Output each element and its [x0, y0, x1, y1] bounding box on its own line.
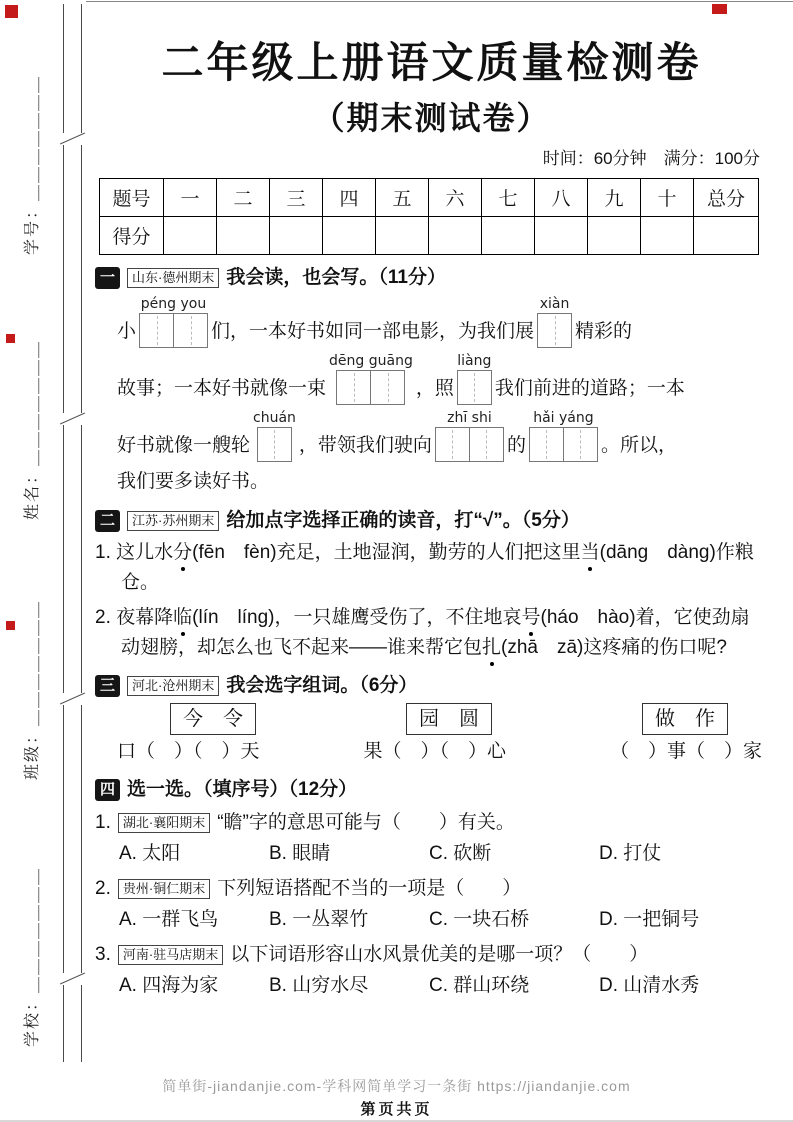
body-text: 精彩的 — [575, 321, 633, 342]
sidebar-field-class: 班级：＿＿＿＿＿＿＿ — [24, 599, 41, 780]
score-input-cell[interactable] — [217, 217, 270, 255]
exercise-line — [95, 295, 768, 348]
fill-segment: 口（ ）（ ）天 — [117, 741, 260, 762]
mcq-item — [95, 873, 768, 935]
question-line — [95, 939, 768, 970]
section3-header — [95, 673, 768, 699]
grid-cells — [457, 370, 492, 405]
watermark: 简单街-jiandanjie.com-学科网简单学习一条街 https://jiandanjie.com — [162, 1078, 631, 1094]
section3-badge: 三 — [95, 675, 120, 697]
char-box-row — [95, 703, 768, 735]
options-row — [95, 971, 768, 1001]
score-input-cell[interactable] — [164, 217, 217, 255]
registration-mark — [6, 334, 15, 343]
source-tag: 贵州·铜仁期末 — [118, 879, 210, 899]
option[interactable]: D. 山清水秀 — [599, 975, 700, 996]
grid-cell[interactable] — [336, 370, 371, 405]
score-table-header-cell: 总分 — [694, 179, 759, 217]
body-text: 我们前进的道路；一本 — [494, 378, 685, 399]
question-number: 3. — [95, 944, 111, 965]
grid-cell[interactable] — [173, 313, 208, 348]
body-text: ，带领我们驶向 — [298, 435, 432, 456]
option[interactable]: A. 太阳 — [119, 843, 181, 864]
exercise-line — [95, 352, 768, 405]
writing-grid — [253, 409, 296, 462]
fill-segment: （ ）事（ ）家 — [610, 741, 763, 762]
score-input-cell[interactable] — [376, 217, 429, 255]
section3-title: 我会选字组词。（6分） — [226, 675, 418, 696]
score-input-cell[interactable] — [694, 217, 759, 255]
dotted-char: 扎 — [482, 633, 501, 663]
question-number: 1. — [95, 812, 111, 833]
cut-mark — [55, 133, 91, 145]
section4-badge: 四 — [95, 779, 120, 801]
score-table-header-cell: 十 — [641, 179, 694, 217]
question-number: 2. — [95, 878, 111, 899]
char-choice-box: 今 令 — [170, 703, 256, 735]
section1-source-tag: 山东·德州期末 — [127, 268, 219, 288]
binding-line — [63, 4, 64, 1062]
grid-cell[interactable] — [563, 427, 598, 462]
pinyin-label: liàng — [457, 353, 492, 369]
writing-grid — [329, 352, 413, 405]
options-row — [95, 839, 768, 869]
exercise-line — [95, 466, 768, 498]
fill-segment: 果（ ）（ ）心 — [363, 741, 507, 762]
score-table-header-cell: 五 — [376, 179, 429, 217]
section1-body — [95, 295, 768, 498]
writing-grid — [139, 295, 208, 348]
grid-cell[interactable] — [139, 313, 174, 348]
pinyin-label: hǎi yáng — [533, 410, 594, 426]
score-table-header-cell: 二 — [217, 179, 270, 217]
registration-mark — [5, 5, 18, 18]
grid-cell[interactable] — [257, 427, 292, 462]
sidebar-field-name: 姓名：＿＿＿＿＿＿＿ — [24, 339, 41, 520]
section1-badge: 一 — [95, 267, 120, 289]
writing-grid — [435, 409, 504, 462]
exercise-line — [95, 409, 768, 462]
question-text: “瞻”字的意思可能与（ ）有关。 — [217, 812, 515, 833]
option[interactable]: A. 一群飞鸟 — [119, 909, 219, 930]
grid-cell[interactable] — [537, 313, 572, 348]
section1-header — [95, 265, 768, 291]
binding-line — [81, 4, 82, 1062]
dotted-char: 分 — [173, 538, 192, 568]
fill-line — [95, 737, 768, 767]
paper-title: 二年级上册语文质量检测卷 — [161, 39, 702, 86]
time-info: 时间：60分钟 满分：100分 — [542, 149, 760, 168]
cut-mark — [55, 413, 91, 425]
section4-body — [95, 807, 768, 1001]
mcq-item — [95, 939, 768, 1001]
writing-grid — [529, 409, 598, 462]
section3-source-tag: 河北·沧州期末 — [127, 676, 219, 696]
source-tag: 河南·驻马店期末 — [118, 945, 223, 965]
option[interactable]: B. 眼睛 — [269, 843, 331, 864]
char-choice-box: 做 作 — [642, 703, 728, 735]
registration-mark — [6, 621, 15, 630]
score-table-header-cell: 六 — [429, 179, 482, 217]
score-table-header-cell: 七 — [482, 179, 535, 217]
option[interactable]: A. 四海为家 — [119, 975, 219, 996]
score-table — [99, 178, 759, 255]
score-input-cell[interactable] — [588, 217, 641, 255]
cut-mark — [55, 693, 91, 705]
grid-cells — [529, 427, 598, 462]
cut-mark — [55, 973, 91, 985]
grid-cells — [537, 313, 572, 348]
dotted-char: 临 — [173, 603, 192, 633]
body-text: 故事；一本好书就像一束 — [117, 378, 327, 399]
section4-header — [95, 777, 768, 803]
options-row — [95, 905, 768, 935]
option[interactable]: D. 打仗 — [599, 843, 662, 864]
body-text: 的 — [506, 435, 526, 456]
char-choice-box: 园 圆 — [406, 703, 492, 735]
body-text: ，照 — [415, 378, 454, 399]
pinyin-label: zhī shi — [447, 410, 492, 426]
question-line — [95, 807, 768, 838]
sidebar-field-school: 学校：＿＿＿＿＿＿＿ — [24, 866, 41, 1047]
page-footer: 第页共页 — [360, 1101, 433, 1118]
dotted-char: 当 — [581, 538, 600, 568]
question-item: 1. 这儿水分(fēn fèn)充足，土地湿润，勤劳的人们把这里当(dāng dàng)作粮仓。 — [95, 538, 757, 598]
score-table-header-cell: 题号 — [100, 179, 164, 217]
pinyin-label: péng you — [140, 296, 207, 312]
question-item: 2. 夜幕降临(lín líng)，一只雄鹰受伤了，不住地哀号(háo hào)着，它使劲扇动翅膀，却怎么也飞不起来——谁来帮它包扎(zhā zā)这疼痛的伤口呢? — [95, 603, 757, 663]
score-input-cell[interactable] — [535, 217, 588, 255]
grid-cell[interactable] — [529, 427, 564, 462]
score-table-header-cell: 一 — [164, 179, 217, 217]
option[interactable]: D. 一把铜号 — [599, 909, 700, 930]
score-input-cell[interactable] — [429, 217, 482, 255]
section2-body — [95, 538, 768, 663]
body-text: 我们要多读好书。 — [117, 471, 270, 492]
grid-cell[interactable] — [370, 370, 405, 405]
sidebar-field-student-id: 学号：＿＿＿＿＿＿＿ — [24, 74, 41, 255]
body-text: 。所以， — [600, 435, 677, 456]
question-text: 下列短语搭配不当的一项是（ ） — [217, 878, 522, 899]
pinyin-label: xiàn — [539, 296, 570, 312]
score-input-cell[interactable] — [482, 217, 535, 255]
score-table-header-cell: 八 — [535, 179, 588, 217]
pinyin-label: chuán — [253, 410, 296, 426]
score-input-cell[interactable] — [270, 217, 323, 255]
section2-badge: 二 — [95, 510, 120, 532]
paper-subtitle: （期末测试卷） — [312, 100, 551, 136]
grid-cell[interactable] — [469, 427, 504, 462]
mcq-item — [95, 807, 768, 869]
score-table-body — [100, 179, 759, 255]
section2-title: 给加点字选择正确的读音，打“√”。（5分） — [226, 510, 580, 531]
score-input-cell[interactable] — [323, 217, 376, 255]
dotted-char: 号 — [522, 603, 541, 633]
section4-title: 选一选。（填序号）（12分） — [127, 779, 358, 800]
pinyin-label: dēng guāng — [329, 353, 413, 369]
option[interactable]: B. 山穷水尽 — [269, 975, 369, 996]
grid-cells — [257, 427, 292, 462]
score-table-header-cell: 九 — [588, 179, 641, 217]
question-line — [95, 873, 768, 904]
option[interactable]: C. 群山环绕 — [429, 975, 530, 996]
writing-grid — [537, 295, 572, 348]
source-tag: 湖北·襄阳期末 — [118, 813, 210, 833]
section1-title: 我会读，也会写。（11分） — [226, 267, 446, 288]
score-table-header-cell: 三 — [270, 179, 323, 217]
body-text: 好书就像一艘轮 — [117, 435, 251, 456]
grid-cells — [139, 313, 208, 348]
main-content — [95, 0, 768, 1005]
grid-cells — [435, 427, 504, 462]
score-table-header-cell: 四 — [323, 179, 376, 217]
option[interactable]: B. 一丛翠竹 — [269, 909, 369, 930]
score-label-cell: 得分 — [100, 217, 164, 255]
body-text: 小 — [117, 321, 137, 342]
score-input-cell[interactable] — [641, 217, 694, 255]
body-text: 们，一本好书如同一部电影，为我们展 — [211, 321, 535, 342]
section2-header — [95, 508, 768, 534]
writing-grid — [457, 352, 492, 405]
option[interactable]: C. 砍断 — [429, 843, 492, 864]
grid-cell[interactable] — [435, 427, 470, 462]
question-text: 以下词语形容山水风景优美的是哪一项？（ ） — [230, 944, 649, 965]
section2-source-tag: 江苏·苏州期末 — [127, 511, 219, 531]
grid-cells — [336, 370, 405, 405]
option[interactable]: C. 一块石桥 — [429, 909, 530, 930]
grid-cell[interactable] — [457, 370, 492, 405]
